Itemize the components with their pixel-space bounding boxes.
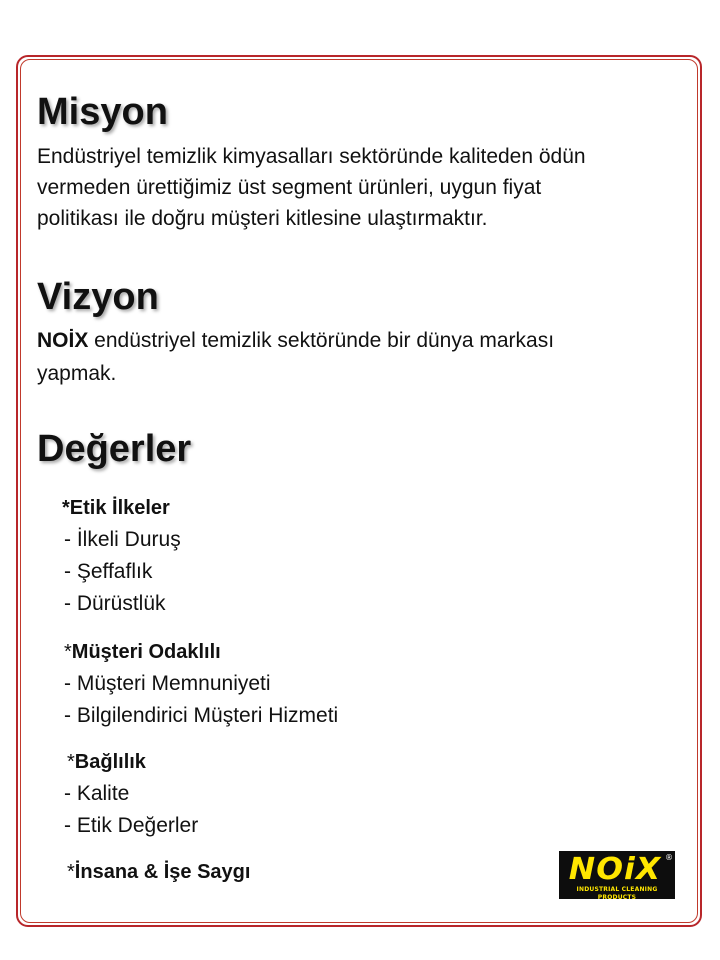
value-group-insana-ise-saygi [67, 858, 250, 886]
value-item: - Dürüstlük [64, 592, 166, 615]
value-item: - Kalite [64, 782, 130, 805]
logo-subtitle: INDUSTRIAL CLEANING PRODUCTS [576, 886, 658, 901]
value-group-etik-ilkeler [62, 494, 170, 522]
value-group-heading: Bağlılık [74, 751, 146, 773]
value-item: - Şeffaflık [64, 560, 153, 583]
logo-wordmark: NOiX [568, 852, 662, 887]
vizyon-line-1 [37, 325, 697, 356]
noix-logo [559, 851, 675, 899]
vizyon-brand: NOİX [37, 329, 89, 352]
value-group-star: * [67, 861, 75, 883]
value-group-heading: Müşteri Odaklılı [71, 641, 221, 663]
value-item: - Müşteri Memnuniyeti [64, 672, 271, 695]
degerler-heading: Değerler [37, 428, 192, 470]
value-item: - Etik Değerler [64, 814, 199, 837]
misyon-line-1: Endüstriyel temizlik kimyasalları sektöründe kaliteden ödün [37, 145, 586, 168]
value-group-heading: *Etik İlkeler [62, 497, 170, 519]
vizyon-line-1-text: endüstriyel temizlik sektöründe bir dünya markası [88, 329, 555, 352]
value-group-heading: İnsana & İşe Saygı [74, 861, 251, 883]
vizyon-line-2: yapmak. [37, 362, 117, 385]
value-item: - İlkeli Duruş [64, 528, 181, 551]
misyon-line-3: politikası ile doğru müşteri kitlesine ulaştırmaktır. [37, 207, 488, 230]
value-group-star: * [67, 751, 75, 773]
value-group-baglilik [67, 748, 146, 776]
misyon-line-2: vermeden ürettiğimiz üst segment ürünleri, uygun fiyat [37, 176, 542, 199]
misyon-heading: Misyon [37, 91, 168, 133]
value-group-star: * [64, 641, 72, 663]
vizyon-heading: Vizyon [37, 276, 159, 318]
registered-mark: ® [665, 853, 673, 862]
value-item: - Bilgilendirici Müşteri Hizmeti [64, 704, 339, 727]
value-group-musteri-odaklili [64, 638, 221, 666]
